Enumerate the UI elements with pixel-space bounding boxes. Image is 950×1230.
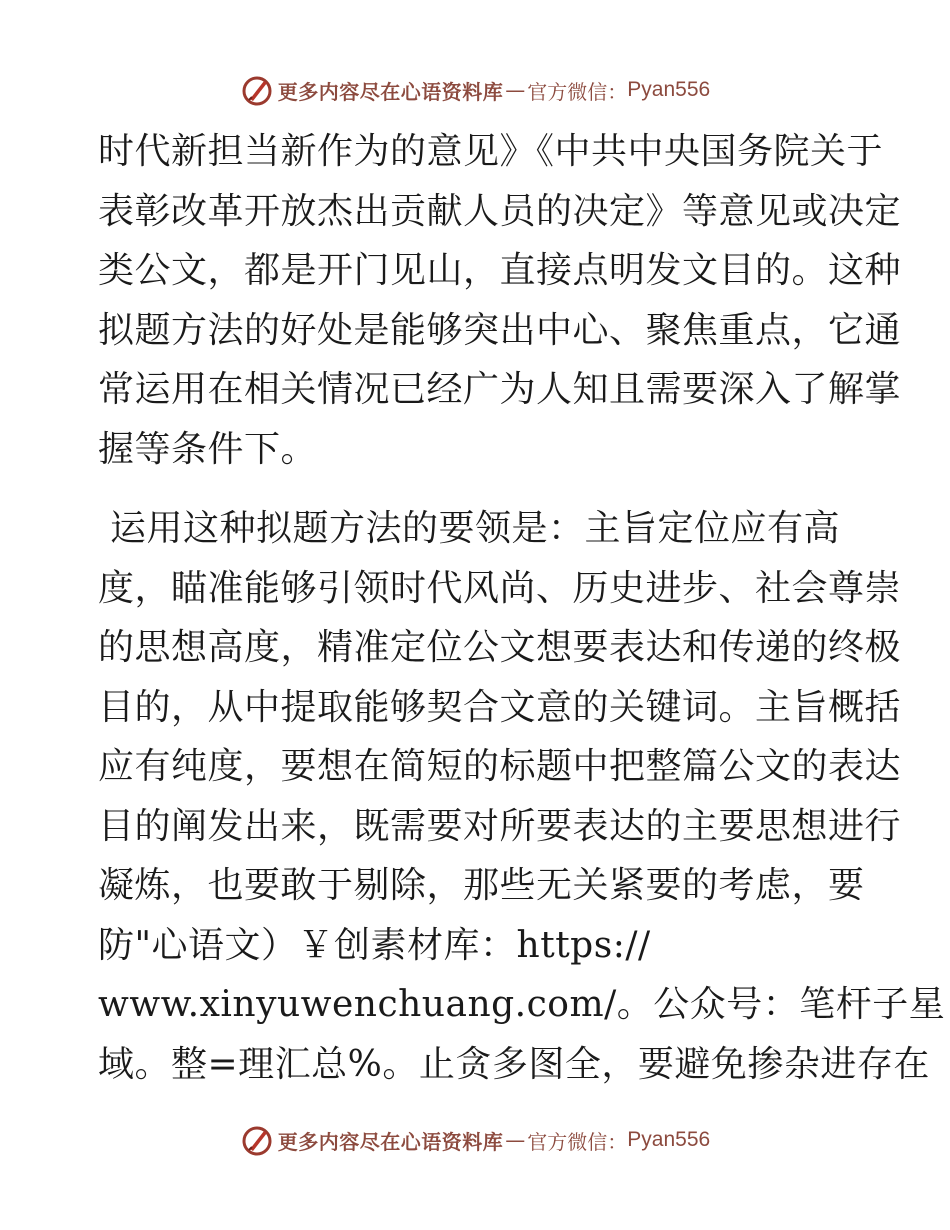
- text-line: 表彰改革开放杰出贡献人员的决定》等意见或决定: [98, 190, 902, 232]
- text-line: www.xinyuwenchuang.com/。公众号：笔杆子星: [98, 984, 946, 1025]
- text-line: 运用这种拟题方法的要领是：主旨定位应有高: [98, 508, 840, 549]
- text-line: 的思想高度，精准定位公文想要表达和传递的终极: [98, 627, 902, 668]
- text-line: 握等条件下。: [98, 428, 318, 470]
- text-line: 应有纯度，要想在简短的标题中把整篇公文的表达: [98, 746, 902, 787]
- text-line: 时代新担当新作为的意见》《中共中央国务院关于: [98, 131, 884, 172]
- header-contact-id: Pyan556: [627, 78, 711, 101]
- text-line: 凝炼，也要敢于剔除，那些无关紧要的考虑，要: [98, 865, 865, 906]
- footer-banner: [0, 1120, 950, 1160]
- footer-separator: —: [505, 1128, 526, 1152]
- footer-brand-text: 更多内容尽在心语资料库: [277, 1129, 504, 1154]
- text-line: 域。整=理汇总%。止贪多图全，要避免掺杂进存在: [98, 1043, 930, 1085]
- header-contact-label: 官方微信：: [527, 79, 628, 104]
- document-body: [98, 122, 946, 1094]
- quill-pen-circle-icon: [240, 73, 274, 107]
- text-line: 常运用在相关情况已经广为人知且需要深入了解掌: [98, 369, 902, 410]
- header-banner: [0, 70, 950, 110]
- text-line: 防"心语文）￥创素材库：https://: [98, 924, 651, 966]
- footer-contact-label: 官方微信：: [527, 1129, 628, 1154]
- text-line: 拟题方法的好处是能够突出中心、聚焦重点，它通: [98, 309, 902, 351]
- header-separator: —: [505, 78, 526, 102]
- quill-pen-circle-icon: [240, 1123, 274, 1157]
- footer-contact-id: Pyan556: [627, 1128, 711, 1151]
- text-line: 度，瞄准能够引领时代风尚、历史进步、社会尊崇: [98, 567, 902, 609]
- paragraph-1: [98, 122, 902, 479]
- header-brand-text: 更多内容尽在心语资料库: [277, 79, 504, 104]
- text-line: 类公文，都是开门见山，直接点明发文目的。这种: [98, 250, 902, 291]
- paragraph-2: [98, 499, 946, 1094]
- text-line: 目的，从中提取能够契合文意的关键词。主旨概括: [98, 686, 902, 728]
- text-line: 目的阐发出来，既需要对所要表达的主要思想进行: [98, 805, 902, 847]
